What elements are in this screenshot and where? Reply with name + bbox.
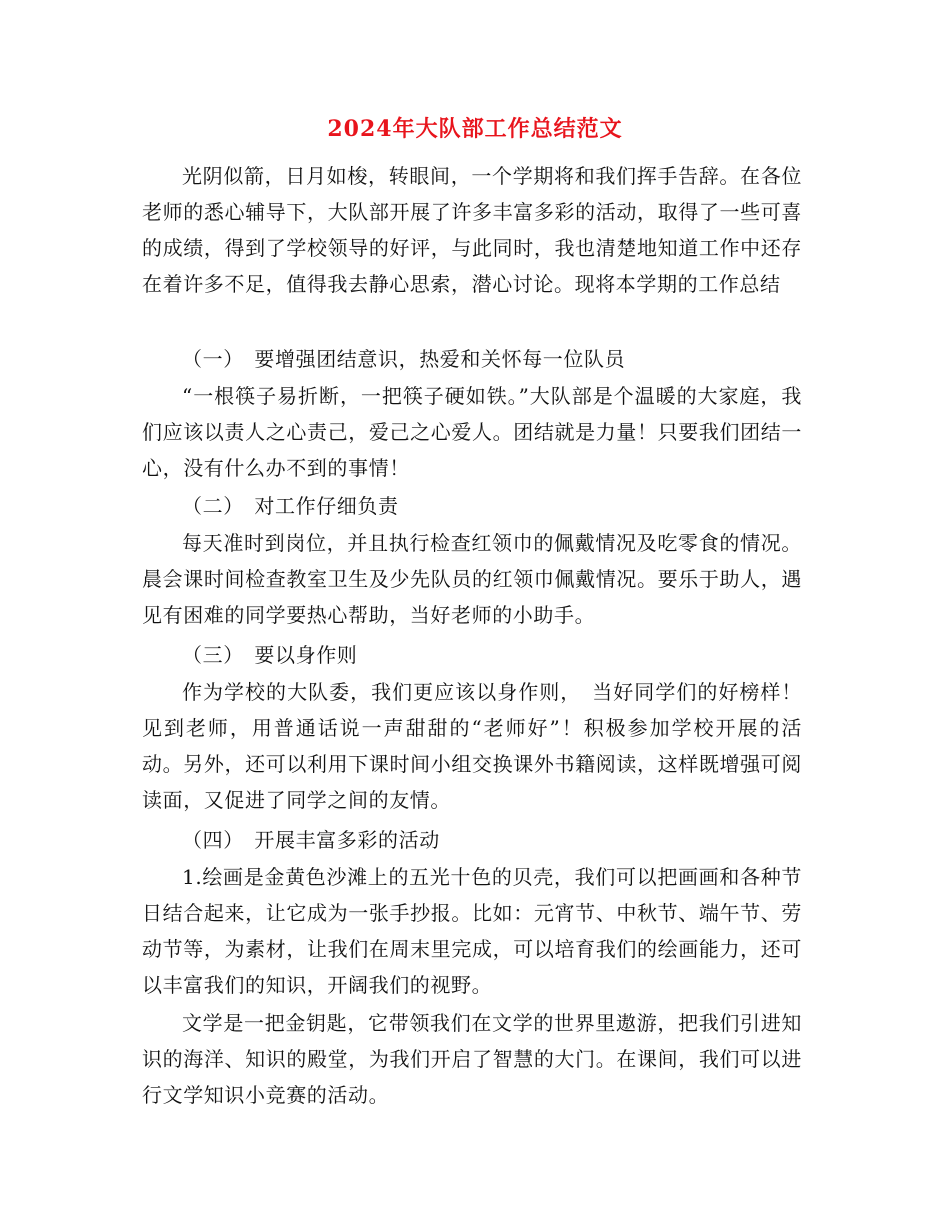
- section-1-paragraph: “一根筷子易折断，一把筷子硬如铁。”大队部是个温暖的大家庭，我们应该以责人之心责己，爱己之心爱人。团结就是力量！只要我们团结一心，没有什么办不到的事情！: [142, 384, 802, 480]
- section-3-heading: （三） 要以身作则: [182, 643, 358, 667]
- document-title: 2024年大队部工作总结范文: [327, 116, 623, 142]
- section-4-paragraph-2: 文学是一把金钥匙，它带领我们在文学的世界里遨游，把我们引进知识的海洋、知识的殿堂，为我们开启了智慧的大门。在课间，我们可以进行文学知识小竞赛的活动。: [142, 1011, 802, 1107]
- section-3-paragraph: 作为学校的大队委，我们更应该以身作则， 当好同学们的好榜样！见到老师，用普通话说一声甜甜的“老师好”！积极参加学校开展的活动。另外，还可以利用下课时间小组交换课外书籍阅读，这样既增强可阅读面，又促进了同学之间的友情。: [142, 680, 802, 812]
- section-1-heading: （一） 要增强团结意识，热爱和关怀每一位队员: [182, 347, 626, 371]
- section-2-heading: （二） 对工作仔细负责: [182, 494, 399, 518]
- section-4-paragraph-1: 1.绘画是金黄色沙滩上的五光十色的贝壳，我们可以把画画和各种节日结合起来，让它成为一张手抄报。比如：元宵节、中秋节、端午节、劳动节等，为素材，让我们在周末里完成，可以培育我们的绘画能力，还可以丰富我们的知识，开阔我们的视野。: [142, 865, 802, 997]
- section-2-paragraph: 每天准时到岗位，并且执行检查红领巾的佩戴情况及吃零食的情况。晨会课时间检查教室卫生及少先队员的红领巾佩戴情况。要乐于助人，遇见有困难的同学要热心帮助，当好老师的小助手。: [142, 531, 802, 627]
- section-4-heading: （四） 开展丰富多彩的活动: [182, 828, 440, 852]
- intro-paragraph: 光阴似箭，日月如梭，转眼间，一个学期将和我们挥手告辞。在各位老师的悉心辅导下，大队部开展了许多丰富多彩的活动，取得了一些可喜的成绩，得到了学校领导的好评，与此同时，我也清楚地知道工作中还存在着许多不足，值得我去静心思索，潜心讨论。现将本学期的工作总结: [142, 164, 802, 296]
